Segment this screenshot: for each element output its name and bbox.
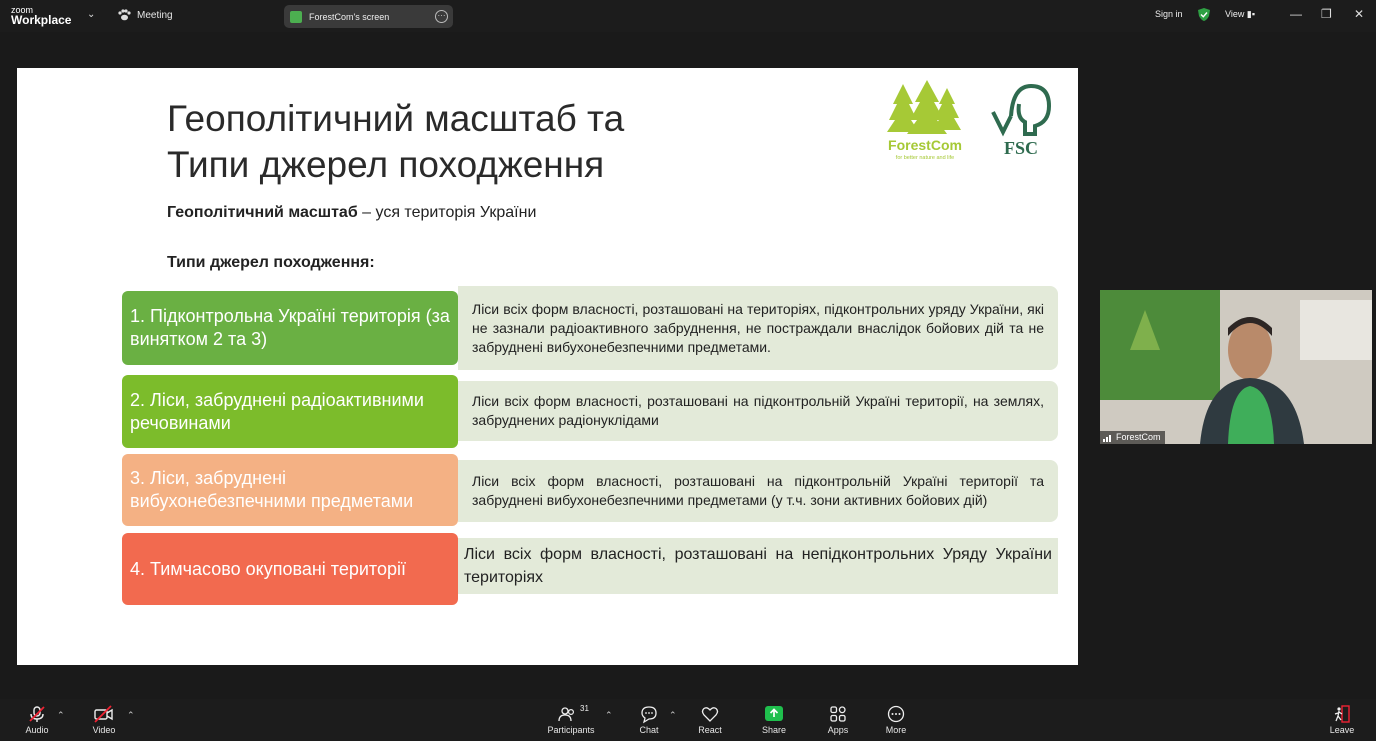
video-options-caret[interactable]: ⌃ bbox=[127, 710, 135, 720]
title-bar bbox=[0, 0, 1376, 32]
meeting-toolbar bbox=[0, 699, 1376, 741]
audio-options-caret[interactable]: ⌃ bbox=[57, 710, 65, 720]
svg-text:31: 31 bbox=[580, 704, 589, 713]
source-type-description: Ліси всіх форм власності, розташовані на підконтрольній Україні території, на землях, забруднених радіонуклідами bbox=[458, 381, 1058, 441]
meeting-menu[interactable]: Meeting bbox=[117, 9, 173, 21]
forestcom-avatar-icon bbox=[290, 11, 302, 23]
heart-icon bbox=[701, 705, 719, 723]
participant-video-frame bbox=[1100, 290, 1372, 444]
view-layout-icon: ▮▪ bbox=[1246, 9, 1256, 19]
source-type-label: 2. Ліси, забруднені радіоактивними речовинами bbox=[122, 375, 458, 448]
source-type-description: Ліси всіх форм власності, розташовані на територіях, підконтрольних уряду України, які не зазнали радіоактивного забруднення, не постраждали внаслідок бойових дій та не забруднені вибухонебезпечними предметами. bbox=[458, 286, 1058, 370]
participant-video[interactable] bbox=[1100, 290, 1372, 444]
more-options-icon[interactable]: ··· bbox=[435, 10, 448, 23]
view-button[interactable]: View ▮▪ bbox=[1225, 9, 1256, 19]
paw-icon bbox=[117, 9, 131, 21]
shared-screen-pill[interactable]: ForestCom's screen ··· bbox=[284, 5, 453, 28]
more-dots-icon bbox=[887, 705, 905, 723]
audio-button[interactable]: Audio bbox=[22, 705, 52, 735]
chat-options-caret[interactable]: ⌃ bbox=[669, 710, 677, 720]
leave-door-icon bbox=[1333, 705, 1351, 723]
source-type-label: 1. Підконтрольна Україні територія (за винятком 2 та 3) bbox=[122, 291, 458, 365]
source-types-heading: Типи джерел походження: bbox=[167, 254, 375, 271]
fsc-logo bbox=[989, 82, 1053, 160]
close-button[interactable]: ✕ bbox=[1354, 7, 1365, 21]
restore-button[interactable]: ❐ bbox=[1321, 7, 1332, 21]
slide-title: Геополітичний масштаб та Типи джерел походження bbox=[167, 98, 625, 185]
apps-button[interactable]: Apps bbox=[824, 705, 852, 735]
minimize-button[interactable]: — bbox=[1290, 7, 1302, 21]
participants-options-caret[interactable]: ⌃ bbox=[605, 710, 613, 720]
source-type-description: Ліси всіх форм власності, розташовані на непідконтрольних Уряду України територіях bbox=[458, 538, 1058, 594]
forestcom-logo bbox=[883, 80, 967, 162]
svg-text:for better nature and life: for better nature and life bbox=[895, 155, 955, 161]
chat-icon bbox=[640, 705, 658, 723]
participants-button[interactable]: 31 Participants bbox=[547, 704, 595, 735]
microphone-muted-icon bbox=[28, 705, 46, 723]
svg-text:FSC: FSC bbox=[1003, 138, 1039, 158]
chat-button[interactable]: Chat bbox=[635, 705, 663, 735]
svg-text:ForestCom: ForestCom bbox=[888, 137, 962, 153]
shield-check-icon[interactable] bbox=[1198, 8, 1210, 21]
source-type-label: 4. Тимчасово окуповані території bbox=[122, 533, 458, 605]
participants-icon bbox=[556, 704, 589, 723]
geopolitical-scale-text: Геополітичний масштаб – уся територія України bbox=[167, 204, 537, 221]
leave-button[interactable]: Leave bbox=[1328, 705, 1356, 735]
source-type-label: 3. Ліси, забруднені вибухонебезпечними предметами bbox=[122, 454, 458, 526]
video-button[interactable]: Video bbox=[88, 705, 120, 735]
more-button[interactable]: More bbox=[882, 705, 910, 735]
react-button[interactable]: React bbox=[696, 705, 724, 735]
signal-bars-icon bbox=[1103, 434, 1113, 442]
camera-off-icon bbox=[94, 705, 114, 723]
participant-name-label: ForestCom bbox=[1100, 431, 1165, 444]
chevron-down-icon[interactable]: ⌄ bbox=[87, 9, 96, 20]
apps-icon bbox=[829, 705, 847, 723]
share-screen-icon bbox=[765, 705, 783, 723]
zoom-logo: zoom Workplace bbox=[11, 5, 72, 27]
source-type-description: Ліси всіх форм власності, розташовані на підконтрольній Україні території та забруднені вибухонебезпечними предметами (у т.ч. зони активних бойових дій) bbox=[458, 460, 1058, 522]
sign-in-button[interactable]: Sign in bbox=[1155, 9, 1183, 19]
share-button[interactable]: Share bbox=[760, 705, 788, 735]
shared-slide bbox=[17, 68, 1078, 665]
